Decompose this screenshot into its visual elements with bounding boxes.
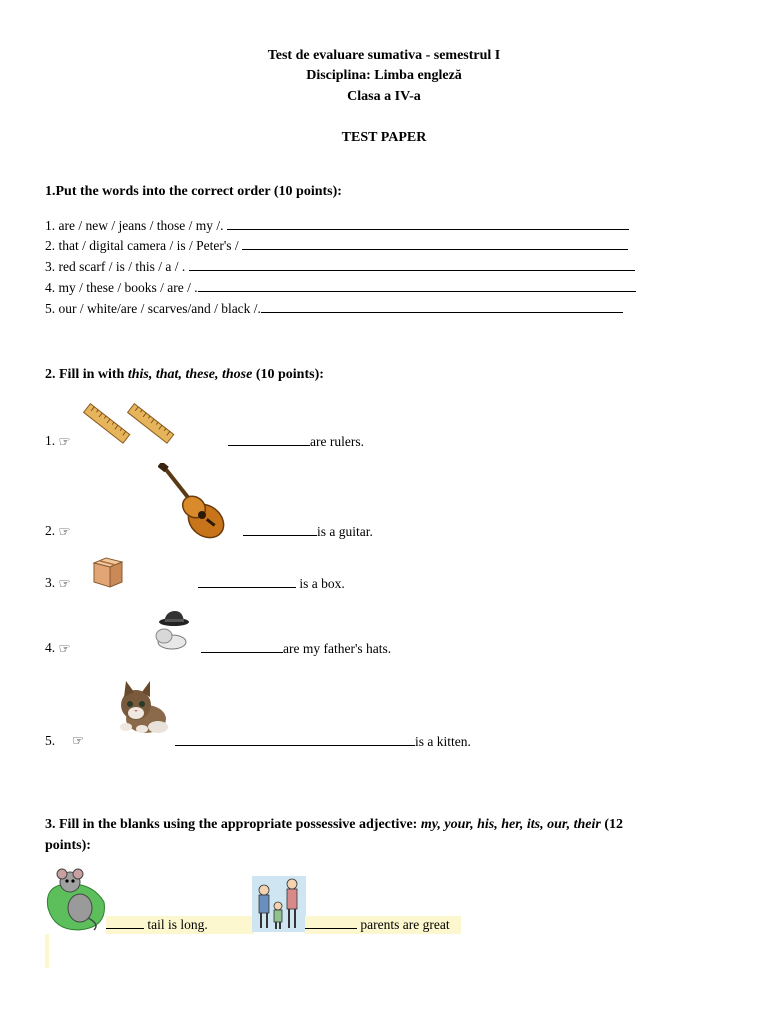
answer-blank[interactable] xyxy=(175,733,415,746)
item-text: are rulers. xyxy=(310,434,364,449)
ordering-item-text: 5. our / white/are / scarves/and / black /. xyxy=(45,301,261,316)
section-3-heading xyxy=(45,817,623,833)
item-number: 2. xyxy=(45,523,56,538)
answer-blank[interactable] xyxy=(201,640,283,653)
page-title: TEST PAPER xyxy=(341,130,427,145)
heading-words: this, that, these, those xyxy=(127,367,253,382)
answer-blank[interactable] xyxy=(227,217,629,230)
fill-answer-3 xyxy=(198,575,345,592)
answer-blank[interactable] xyxy=(242,237,628,250)
possessive-item-1 xyxy=(106,916,254,934)
item-text: is a guitar. xyxy=(317,524,373,539)
highlight-mark xyxy=(45,934,49,968)
answer-blank[interactable] xyxy=(189,258,635,271)
fill-item-1 xyxy=(45,433,71,450)
ordering-item-5 xyxy=(45,300,623,317)
heading-prefix: 2. Fill in with xyxy=(45,367,128,382)
hats-picture xyxy=(150,608,194,652)
pointing-hand-icon: ☞ xyxy=(58,433,71,449)
fill-answer-5 xyxy=(175,733,471,750)
ordering-item-4 xyxy=(45,279,636,296)
fill-item-4 xyxy=(45,640,71,657)
kitten-picture xyxy=(102,675,172,739)
header-line-1: Test de evaluare sumativa - semestrul I xyxy=(267,48,501,63)
item-text: are my father's hats. xyxy=(283,641,392,656)
item-text: is a kitten. xyxy=(415,734,471,749)
ordering-item-text: 2. that / digital camera / is / Peter's / xyxy=(45,238,243,253)
fill-answer-2 xyxy=(243,523,373,540)
header-line-3: Clasa a IV-a xyxy=(347,89,421,104)
answer-blank[interactable] xyxy=(198,279,636,292)
item-number: 1. xyxy=(45,433,56,448)
section-3-heading-line-2: points): xyxy=(45,838,91,853)
fill-item-2 xyxy=(45,523,71,540)
possessive-item-2 xyxy=(305,916,461,934)
ordering-item-text: 3. red scarf / is / this / a / . xyxy=(45,259,189,274)
fill-answer-1 xyxy=(228,433,364,450)
answer-blank[interactable] xyxy=(305,916,357,929)
guitar-picture xyxy=(158,463,230,539)
pointing-hand-icon: ☞ xyxy=(72,733,85,748)
answer-blank[interactable] xyxy=(261,300,623,313)
pointing-hand-icon: ☞ xyxy=(58,523,71,539)
rulers-picture xyxy=(82,398,176,448)
pointing-hand-icon: ☞ xyxy=(58,640,71,656)
fill-item-3 xyxy=(45,575,71,592)
fill-item-5-number: 5. xyxy=(45,733,56,748)
box-picture xyxy=(90,555,126,589)
section-1-heading: 1.Put the words into the correct order (10 points): xyxy=(45,184,342,199)
item-text: tail is long. xyxy=(144,917,208,932)
item-text: is a box. xyxy=(296,576,345,591)
answer-blank[interactable] xyxy=(243,523,317,536)
ordering-item-2 xyxy=(45,237,628,254)
pointing-hand-icon: ☞ xyxy=(58,575,71,591)
ordering-item-text: 4. my / these / books / are / . xyxy=(45,280,198,295)
heading-suffix: (12 xyxy=(600,817,623,832)
section-2-heading xyxy=(45,367,324,383)
fill-answer-4 xyxy=(201,640,391,657)
ordering-item-text: 1. are / new / jeans / those / my /. xyxy=(45,218,227,233)
family-picture xyxy=(252,876,306,932)
mouse-picture xyxy=(44,868,108,932)
heading-suffix: (10 points): xyxy=(252,367,324,382)
item-number: 3. xyxy=(45,575,56,590)
answer-blank[interactable] xyxy=(228,433,310,446)
heading-words: my, your, his, her, its, our, their xyxy=(420,817,601,832)
answer-blank[interactable] xyxy=(198,575,296,588)
answer-blank[interactable] xyxy=(106,916,144,929)
heading-prefix: 3. Fill in the blanks using the appropriate possessive adjective: xyxy=(45,817,421,832)
header-line-2: Disciplina: Limba engleză xyxy=(306,68,462,83)
item-text: parents are great xyxy=(357,917,450,932)
ordering-item-3 xyxy=(45,258,635,275)
item-number: 4. xyxy=(45,640,56,655)
ordering-item-1 xyxy=(45,217,629,234)
